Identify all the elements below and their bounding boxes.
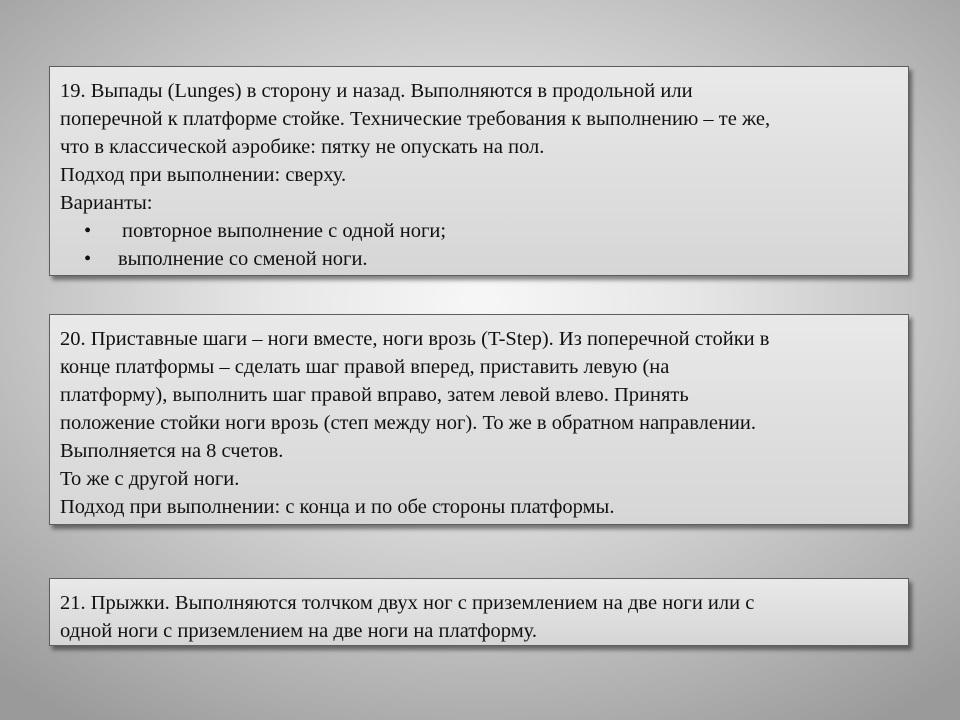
list-item <box>60 217 898 245</box>
text-line: что в классической аэробике: пятку не опускать на пол. <box>60 136 545 158</box>
list-item-text: выполнение со сменой ноги. <box>118 248 368 270</box>
text-line: То же с другой ноги. <box>60 468 240 490</box>
exercise-19-box <box>49 66 909 276</box>
text-line: Подход при выполнении: с конца и по обе стороны платформы. <box>60 496 615 518</box>
text-line: положение стойки ноги врозь (степ между ног). То же в обратном направлении. <box>60 412 756 434</box>
bullet-icon: • <box>84 220 92 242</box>
text-line: 19. Выпады (Lunges) в сторону и назад. Выполняются в продольной или <box>60 80 693 102</box>
text-line: Подход при выполнении: сверху. <box>60 164 347 186</box>
exercise-20-box <box>49 314 909 525</box>
bullet-icon: • <box>84 248 92 270</box>
text-line: Выполняется на 8 счетов. <box>60 440 284 462</box>
list-item-text: повторное выполнение с одной ноги; <box>122 220 447 242</box>
variants-list <box>60 217 898 273</box>
variants-heading: Варианты: <box>60 192 153 214</box>
text-line: одной ноги с приземлением на две ноги на платформу. <box>60 620 538 642</box>
text-line: 21. Прыжки. Выполняются толчком двух ног с приземлением на две ноги или с <box>60 592 755 614</box>
list-item <box>60 245 898 273</box>
text-line: 20. Приставные шаги – ноги вместе, ноги врозь (T-Step). Из поперечной стойки в <box>60 328 770 350</box>
text-line: поперечной к платформе стойке. Технические требования к выполнению – те же, <box>60 108 771 130</box>
text-line: конце платформы – сделать шаг правой вперед, приставить левую (на <box>60 356 670 378</box>
text-line: платформу), выполнить шаг правой вправо, затем левой влево. Принять <box>60 384 689 406</box>
exercise-21-box <box>49 578 909 646</box>
